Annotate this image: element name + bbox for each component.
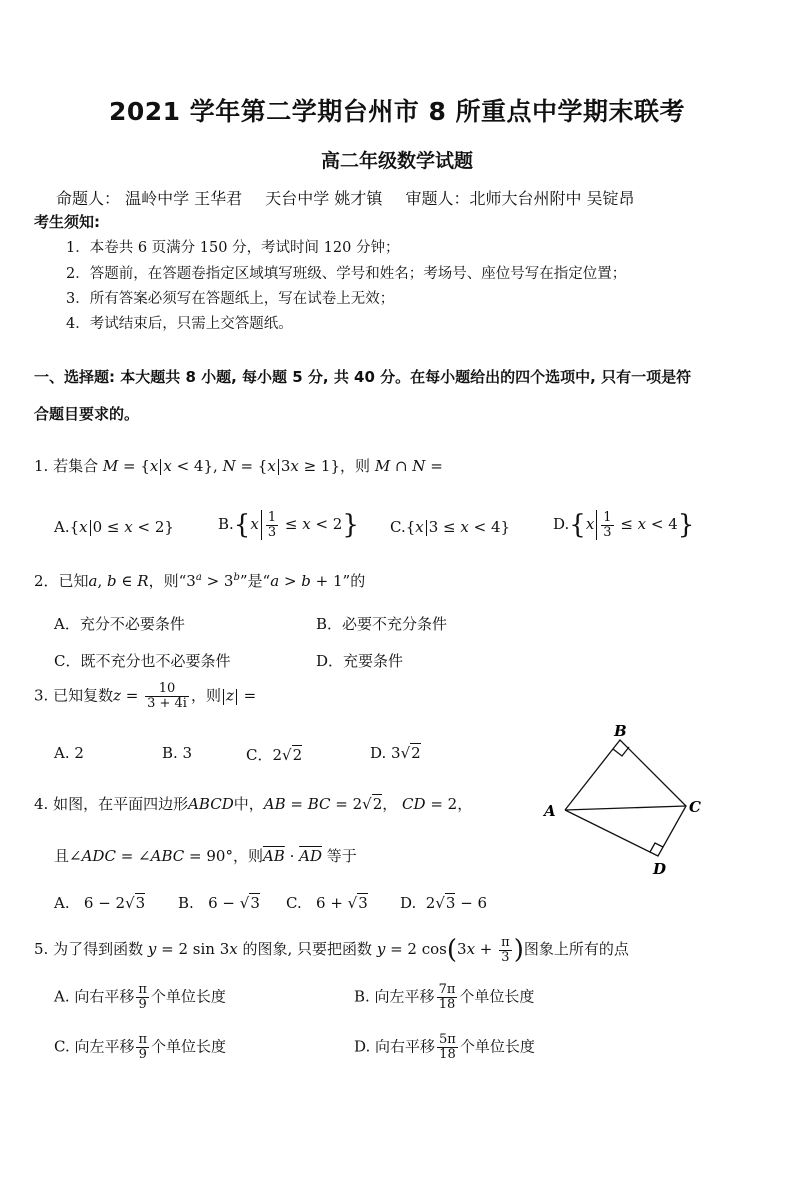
frac-den: 18 — [439, 1047, 456, 1062]
q2-option-d: D．充要条件 — [316, 652, 404, 670]
q3-option-a: A. 2 — [54, 744, 84, 762]
q4-text-2: 中， — [233, 795, 264, 813]
question-2: 2．已知a, b ∈ R，则“$3^a > 3^b$”是“a > b + 1”的 — [34, 572, 366, 590]
option-label: C. — [286, 894, 302, 912]
notice-item: 3．所有答案必须写在答题纸上，写在试卷上无效； — [66, 291, 395, 307]
question-4: 4. 如图，在平面四边形ABCD中，AB = BC = 2√2， CD = 2， — [34, 795, 473, 813]
reviewer: 审题人：北师大台州附中 吴锭昂 — [405, 189, 635, 208]
q1-formula: M = {x x < 4}, N = {x 3x ≥ 1} — [102, 457, 341, 475]
frac-num: 5π — [439, 1032, 456, 1047]
question-4-line2: 且∠ADC = ∠ABC = 90°，则$\overline{AB} \cdot \overline{AD}$ 等于 — [54, 847, 357, 865]
q1-formula-2: M ∩ N = — [374, 457, 443, 475]
question-3: 3. 已知复数z = $\frac{10}{3 + 4i}$ ，则 z = — [34, 681, 257, 711]
option-label: A. 向右平移 — [54, 987, 135, 1006]
q4-option-c: C. 6 + √3 — [286, 894, 368, 912]
q1-option-b: B.{x $\frac{1}{3}$ ≤ x < 2} — [218, 509, 359, 540]
q5-option-b — [354, 983, 534, 1012]
author-2: 天台中学 姚才镇 — [265, 189, 383, 208]
q2-text-4: 的 — [350, 572, 366, 590]
q4-option-b: B. 6 − √3 — [178, 894, 260, 912]
diagonal-ac — [565, 806, 686, 810]
option-tail: 个单位长度 — [151, 1037, 227, 1056]
option-label: C． — [246, 746, 273, 764]
authors-line — [56, 186, 653, 209]
quadrilateral-figure — [538, 720, 718, 880]
label-c: C — [689, 798, 701, 816]
frac-den: 18 — [438, 997, 456, 1012]
option-tail: 个单位长度 — [459, 987, 535, 1006]
q1-text-2: ，则 — [340, 457, 371, 475]
q5-text-2: 的图象, 只要把函数 — [242, 940, 373, 958]
q5-option-a — [54, 983, 226, 1012]
q1-option-c: C.{x 3 ≤ x < 4} — [390, 518, 511, 536]
right-angle-b — [613, 747, 629, 756]
q1-text: 1. 若集合 — [34, 457, 99, 475]
notice-item: 4．考试结束后，只需上交答题纸。 — [66, 316, 293, 332]
frac-den: 9 — [138, 1047, 147, 1062]
label-b: B — [614, 722, 627, 740]
q3-text: 3. 已知复数 — [34, 686, 114, 705]
q5-option-d — [354, 1033, 535, 1062]
option-label: D. — [370, 744, 387, 762]
q2-text: 2．已知 — [34, 572, 89, 590]
section-heading: 一、选择题: 本大题共 8 小题, 每小题 5 分, 共 40 分。在每小题给出的四个选项中, 只有一项是符 — [34, 368, 692, 386]
frac-num: 7π — [438, 982, 456, 997]
frac-num: π — [138, 982, 147, 997]
option-tail: 个单位长度 — [459, 1037, 535, 1056]
q3-option-d: D. 3√2 — [370, 744, 421, 762]
option-label: D. 向右平移 — [354, 1037, 436, 1056]
option-label: B. 向左平移 — [354, 987, 435, 1006]
q2-option-a: A．充分不必要条件 — [54, 615, 185, 633]
option-tail: 个单位长度 — [150, 987, 226, 1006]
option-label: B. — [218, 515, 234, 533]
q1-option-d: D.{x $\frac{1}{3}$ ≤ x < 4} — [553, 509, 695, 540]
exam-title: 2021 学年第二学期台州市 8 所重点中学期末联考 — [108, 97, 686, 126]
author-1: 命题人： 温岭中学 王华君 — [56, 189, 243, 208]
q4-text-5: 等于 — [326, 847, 357, 865]
q1-option-a: A.{x 0 ≤ x < 2} — [54, 518, 174, 536]
option-label: B. — [178, 894, 194, 912]
q4-option-d: D. 2√3 − 6 — [400, 894, 488, 912]
option-label: D. — [553, 515, 570, 533]
option-label: C. 向左平移 — [54, 1037, 135, 1056]
option-label: D. — [400, 894, 417, 912]
exam-subtitle: 高二年级数学试题 — [320, 150, 473, 172]
question-5: 5. 为了得到函数 y = 2 sin 3x 的图象, 只要把函数 y = 2 cos(3x + $\frac{\pi}{3}$ )图象上所有的点 — [34, 934, 629, 965]
q5-option-c — [54, 1033, 226, 1062]
q4-text-4: ，则 — [232, 847, 263, 865]
q5-text: 5. 为了得到函数 — [34, 940, 144, 958]
option-label: A. — [54, 518, 70, 536]
section-heading-cont: 合题目要求的。 — [34, 405, 140, 423]
question-1 — [34, 455, 443, 476]
label-d: D — [653, 860, 667, 878]
q5-text-3: 图象上所有的点 — [523, 940, 629, 958]
q4-text-3: 且 — [54, 847, 70, 865]
q2-text-2: ，则 — [148, 572, 179, 590]
label-a: A — [544, 802, 556, 820]
frac-num: π — [138, 1032, 148, 1047]
q2-text-3: 是 — [247, 572, 263, 590]
q3-option-c: C．2√2 — [246, 746, 303, 764]
frac-den: 9 — [138, 997, 147, 1012]
q2-option-b: B．必要不充分条件 — [316, 615, 448, 633]
q2-option-c: C．既不充分也不必要条件 — [54, 652, 231, 670]
q3-option-b: B. 3 — [162, 744, 193, 762]
notice-item: 1．本卷共 6 页满分 150 分，考试时间 120 分钟； — [66, 240, 400, 256]
q4-option-a: A. 6 − 2√3 — [54, 894, 146, 912]
q3-text-2: ，则 — [190, 686, 221, 705]
q4-text: 4. 如图，在平面四边形 — [34, 795, 189, 813]
quadrilateral-outline — [565, 740, 686, 856]
notice-title: 考生须知: — [34, 213, 100, 231]
option-label: C. — [390, 518, 406, 536]
notice-item: 2．答题前，在答题卷指定区域填写班级、学号和姓名；考场号、座位号写在指定位置； — [66, 266, 627, 282]
option-label: A. — [54, 894, 70, 912]
